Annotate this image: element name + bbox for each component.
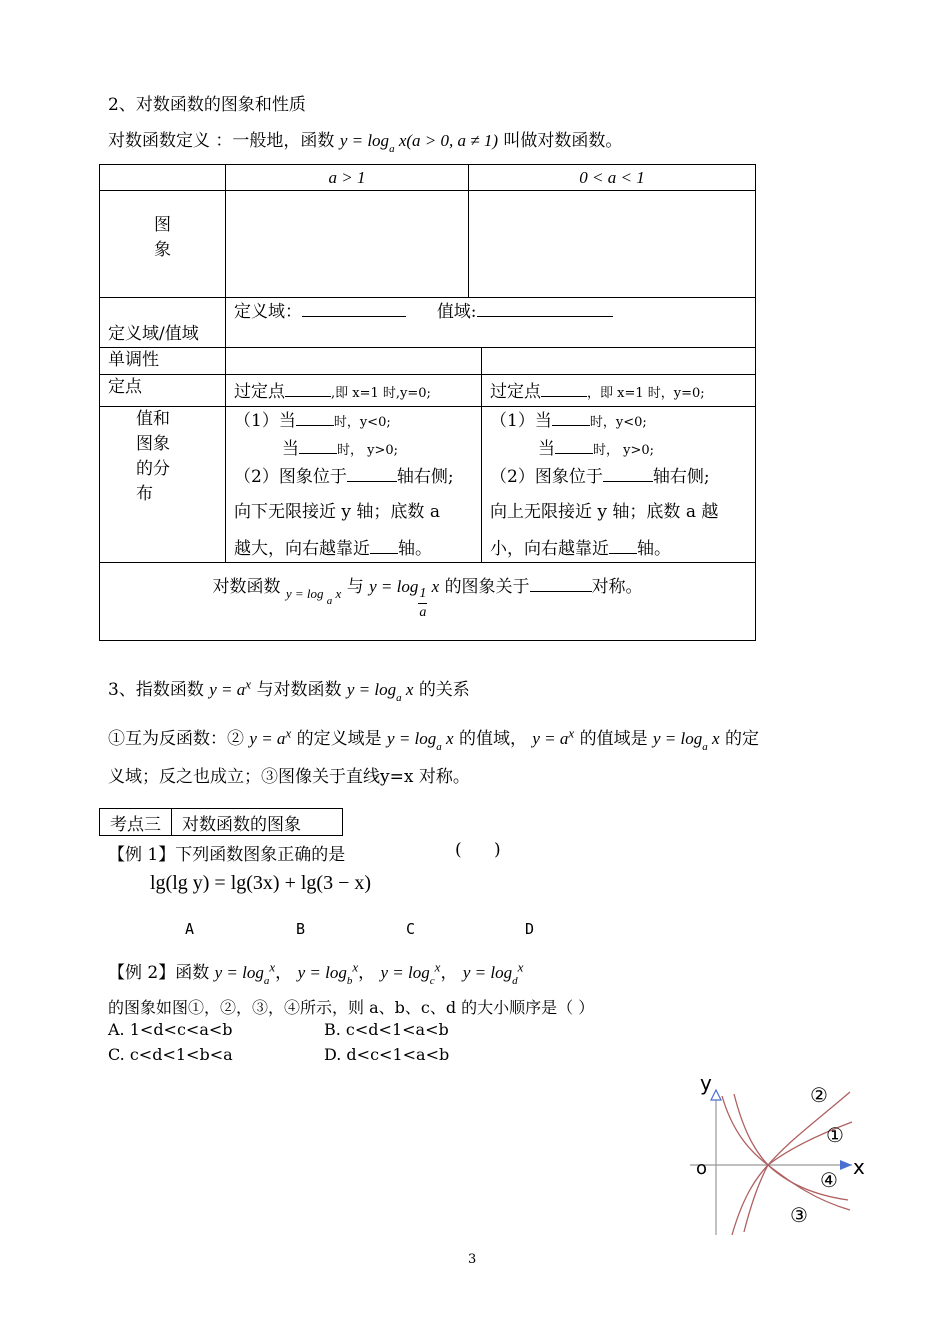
kaodian-box <box>99 808 343 836</box>
distribution-left: （1）当 时，y<0; 当 时， y>0; （2）图象位于 轴右侧; 向下无限接近 y 轴；底数 a 越大，向右越靠近 轴。 <box>226 407 482 563</box>
y-axis-label: y <box>700 1071 712 1095</box>
x-axis-label: x <box>853 1155 865 1179</box>
properties-table <box>99 164 756 641</box>
header-a-lt-1: 0 < a < 1 <box>469 165 756 191</box>
page-number: 3 <box>468 1252 477 1267</box>
distribution-right: （1）当 时，y<0; 当 时， y>0; （2）图象位于 轴右侧; 向上无限接近 y 轴；底数 a 越 小，向右越靠近 轴。 <box>482 407 756 563</box>
curve-label-1: ① <box>826 1123 844 1147</box>
row-label-graph: 图 象 <box>100 191 226 298</box>
y-axis-arrow-icon <box>711 1090 721 1100</box>
relation-paragraph-line1: ①互为反函数：② $y = a^x$ 的定义域是 $y = \log_a x$ 的值域， $y = a^x$ 的值域是 $y = \log_a x$ 的定 <box>108 725 759 753</box>
option-a: A. 1<d<c<a<b <box>108 1020 233 1039</box>
row-label-distribution: 值和 图象 的分 布 <box>100 407 226 563</box>
section3-heading: 3、指数函数 $y = a^x$ 与对数函数 $y = \log_a x$ 的关系 <box>108 676 470 704</box>
row-label-monotonic: 单调性 <box>100 348 226 375</box>
graph-cell-a-gt-1 <box>226 191 469 298</box>
curve-label-2: ② <box>810 1083 828 1107</box>
definition-formula: $y = \log_a x(a > 0$, a ≠ 1) <box>339 131 498 155</box>
fixed-point-left: 过定点 ,即 x=1 时,y=0; <box>226 375 482 407</box>
option-d: D. d<c<1<a<b <box>324 1045 450 1064</box>
origin-label: o <box>696 1158 708 1179</box>
kaodian-title: 对数函数的图象 <box>172 809 343 836</box>
example1-paren: ( ) <box>455 840 501 860</box>
log-curves-graph <box>680 1070 870 1245</box>
section-heading: 2、对数函数的图象和性质 <box>108 95 306 115</box>
table-corner <box>100 165 226 191</box>
row-label-domain: 定义域/值域 <box>100 298 226 348</box>
choice-c: C <box>406 920 416 938</box>
option-c: C. c<d<1<b<a <box>108 1045 233 1064</box>
example2-line2: 的图象如图①，②，③，④所示，则 a、b、c、d 的大小顺序是（ ） <box>108 998 595 1017</box>
domain-range-cell: 定义域： 值域: <box>226 298 756 348</box>
definition-suffix: 叫做对数函数。 <box>503 131 623 151</box>
row-label-fixed: 定点 <box>100 375 226 407</box>
choice-d: D <box>525 920 535 938</box>
monotonic-right <box>482 348 756 375</box>
x-axis-arrow-icon <box>840 1160 852 1170</box>
monotonic-left <box>226 348 482 375</box>
option-b: B. c<d<1<a<b <box>324 1020 449 1039</box>
example1-formula: lg(lg y) = lg(3x) + lg(3 − x) <box>150 872 372 894</box>
header-a-gt-1: a > 1 <box>226 165 469 191</box>
kaodian-label: 考点三 <box>100 809 172 836</box>
curve-label-4: ④ <box>820 1168 838 1192</box>
choice-a: A <box>185 920 195 938</box>
graph-cell-a-lt-1 <box>469 191 756 298</box>
relation-paragraph-line2: 义域；反之也成立；③图像关于直线y=x 对称。 <box>108 767 470 787</box>
choice-b: B <box>296 920 306 938</box>
example1-label: 【例 1】下列函数图象正确的是 <box>108 845 346 865</box>
definition-line <box>108 126 623 155</box>
curve-label-3: ③ <box>790 1203 808 1227</box>
definition-prefix: 对数函数定义 ：一般地，函数 <box>108 131 335 151</box>
example2-line1: 【例 2】函数 $y = \log_a^x$， $y = \log_b^x$， $y = \log_c^x$， $y = \log_d^x$ <box>108 959 524 987</box>
fixed-point-right: 过定点 ，即 x=1 时，y=0; <box>482 375 756 407</box>
symmetry-cell: 对数函数 $_{y = log _a x}$ 与 y = log $\frac{1}{a}$ x 的图象关于 对称。 <box>100 563 756 641</box>
